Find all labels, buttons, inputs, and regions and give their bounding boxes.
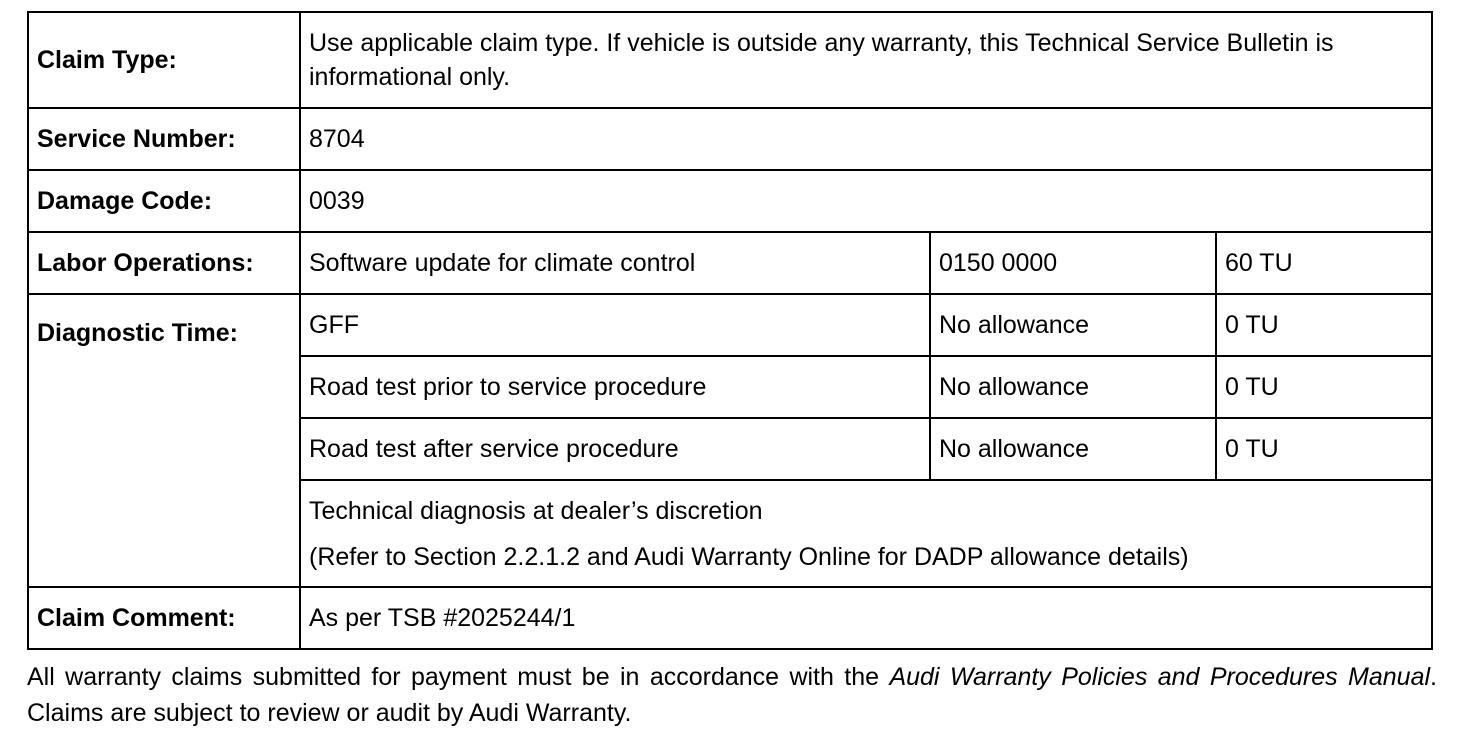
diagnostic-description: GFF xyxy=(300,294,930,356)
claim-comment-row xyxy=(28,587,1432,649)
service-number-label: Service Number: xyxy=(28,108,300,170)
labor-operations-label: Labor Operations: xyxy=(28,232,300,294)
damage-code-row xyxy=(28,170,1432,232)
diagnostic-description: Road test after service procedure xyxy=(300,418,930,480)
diagnostic-allowance: No allowance xyxy=(930,418,1216,480)
claim-comment-label: Claim Comment: xyxy=(28,587,300,649)
diagnostic-allowance: No allowance xyxy=(930,294,1216,356)
damage-code-value: 0039 xyxy=(300,170,1432,232)
claim-type-row xyxy=(28,12,1432,108)
technical-diagnosis-cell xyxy=(300,480,1432,587)
footer-text-end: . Claims are subject to review or audit by Audi Warranty. xyxy=(27,663,1437,727)
labor-operation-code: 0150 0000 xyxy=(930,232,1216,294)
warranty-claim-table xyxy=(27,11,1433,650)
diagnostic-allowance: No allowance xyxy=(930,356,1216,418)
footer-text-start: All warranty claims submitted for payment must be in accordance with the xyxy=(27,663,890,691)
diagnostic-description: Road test prior to service procedure xyxy=(300,356,930,418)
labor-operation-time: 60 TU xyxy=(1216,232,1432,294)
diagnostic-time: 0 TU xyxy=(1216,356,1432,418)
service-number-value: 8704 xyxy=(300,108,1432,170)
service-number-row xyxy=(28,108,1432,170)
diagnostic-time: 0 TU xyxy=(1216,294,1432,356)
warranty-footer-note xyxy=(27,659,1437,731)
claim-type-value: Use applicable claim type. If vehicle is outside any warranty, this Technical Service Bulletin is informational only. xyxy=(300,12,1432,108)
labor-operation-description: Software update for climate control xyxy=(300,232,930,294)
diagnostic-time-label: Diagnostic Time: xyxy=(28,294,300,587)
labor-operations-row xyxy=(28,232,1432,294)
technical-diagnosis-note: Technical diagnosis at dealer’s discretion xyxy=(309,496,763,525)
diagnostic-time: 0 TU xyxy=(1216,418,1432,480)
damage-code-label: Damage Code: xyxy=(28,170,300,232)
dadp-reference-note: (Refer to Section 2.2.1.2 and Audi Warranty Online for DADP allowance details) xyxy=(309,542,1189,571)
claim-comment-value: As per TSB #2025244/1 xyxy=(300,587,1432,649)
claim-type-label: Claim Type: xyxy=(28,12,300,108)
manual-title: Audi Warranty Policies and Procedures Manual xyxy=(889,663,1431,691)
diagnostic-row xyxy=(28,294,1432,356)
